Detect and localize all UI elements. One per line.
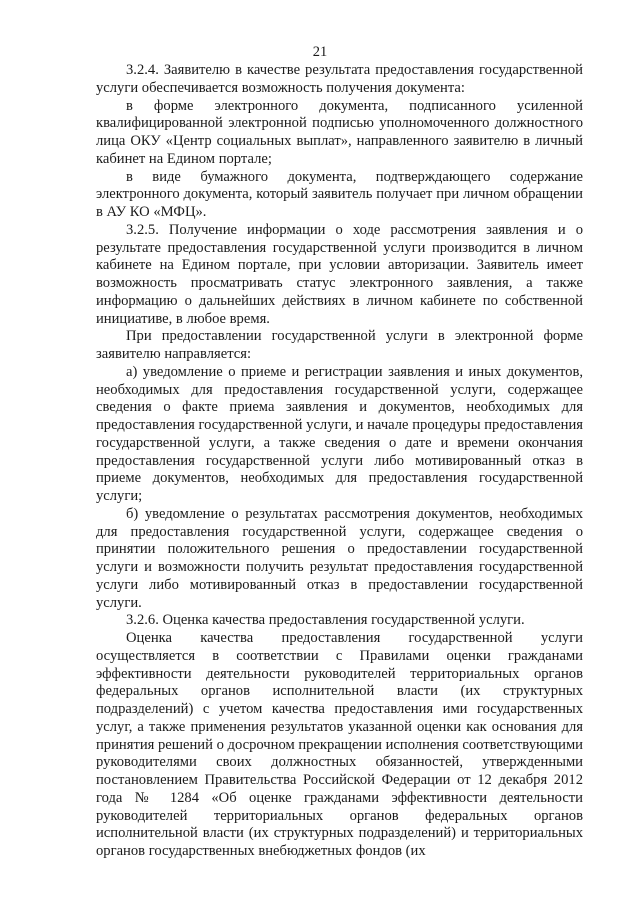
paragraph-electronic-form-intro: При предоставлении государственной услуги в электронной форме заявителю направляется: (96, 328, 583, 362)
paragraph-3-2-4: 3.2.4. Заявителю в качестве результата предоставления государственной услуги обеспечивается возможность получения документа: (96, 62, 583, 96)
paragraph-electronic-document: в форме электронного документа, подписанного усиленной квалифицированной электронной подписью уполномоченного должностного лица ОКУ «Центр социальных выплат», направленного заявителю в личный кабинет на Едином портале; (96, 97, 583, 167)
paragraph-paper-document: в виде бумажного документа, подтверждающего содержание электронного документа, который заявитель получает при личном обращении в АУ КО «МФЦ». (96, 168, 583, 220)
paragraph-item-a: а) уведомление о приеме и регистрации заявления и иных документов, необходимых для предоставления государственной услуги, содержащее сведения о факте приема заявления и документов, необходимых для предоставления государственной услуги, и начале процедуры предоставления государственной услуги, а также сведения о дате и времени окончания предоставления государственной услуги либо мотивированный отказ в приеме документов, необходимых для предоставления государственной услуги; (96, 363, 583, 504)
page-number: 21 (312, 44, 328, 60)
document-body (96, 62, 583, 861)
paragraph-3-2-6: 3.2.6. Оценка качества предоставления государственной услуги. (126, 612, 525, 629)
paragraph-quality-assessment: Оценка качества предоставления государственной услуги осуществляется в соответствии с Правилами оценки гражданами эффективности деятельности руководителей территориальных органов федеральных органов исполнительной власти (их структурных подразделений) с учетом качества предоставления ими государственных услуг, а также применения результатов указанной оценки как основания для принятия решений о досрочном прекращении исполнения соответствующими руководителями своих должностных обязанностей, утвержденными постановлением Правительства Российской Федерации от 12 декабря 2012 года № 1284 «Об оценке гражданами эффективности деятельности руководителей территориальных органов федеральных органов исполнительной власти (их структурных подразделений) и территориальных органов государственных внебюджетных фондов (их (96, 630, 583, 859)
paragraph-3-2-5: 3.2.5. Получение информации о ходе рассмотрения заявления и о результате предоставления государственной услуги производится в личном кабинете на Едином портале, при условии авторизации. Заявитель имеет возможность просматривать статус электронного заявления, а также информацию о дальнейших действиях в личном кабинете по собственной инициативе, в любое время. (96, 221, 583, 327)
paragraph-item-b: б) уведомление о результатах рассмотрения документов, необходимых для предоставления государственной услуги, содержащее сведения о принятии положительного решения о предоставлении государственной услуги и возможности получить результат предоставления государственной услуги либо мотивированный отказ в предоставлении государственной услуги. (96, 505, 583, 611)
